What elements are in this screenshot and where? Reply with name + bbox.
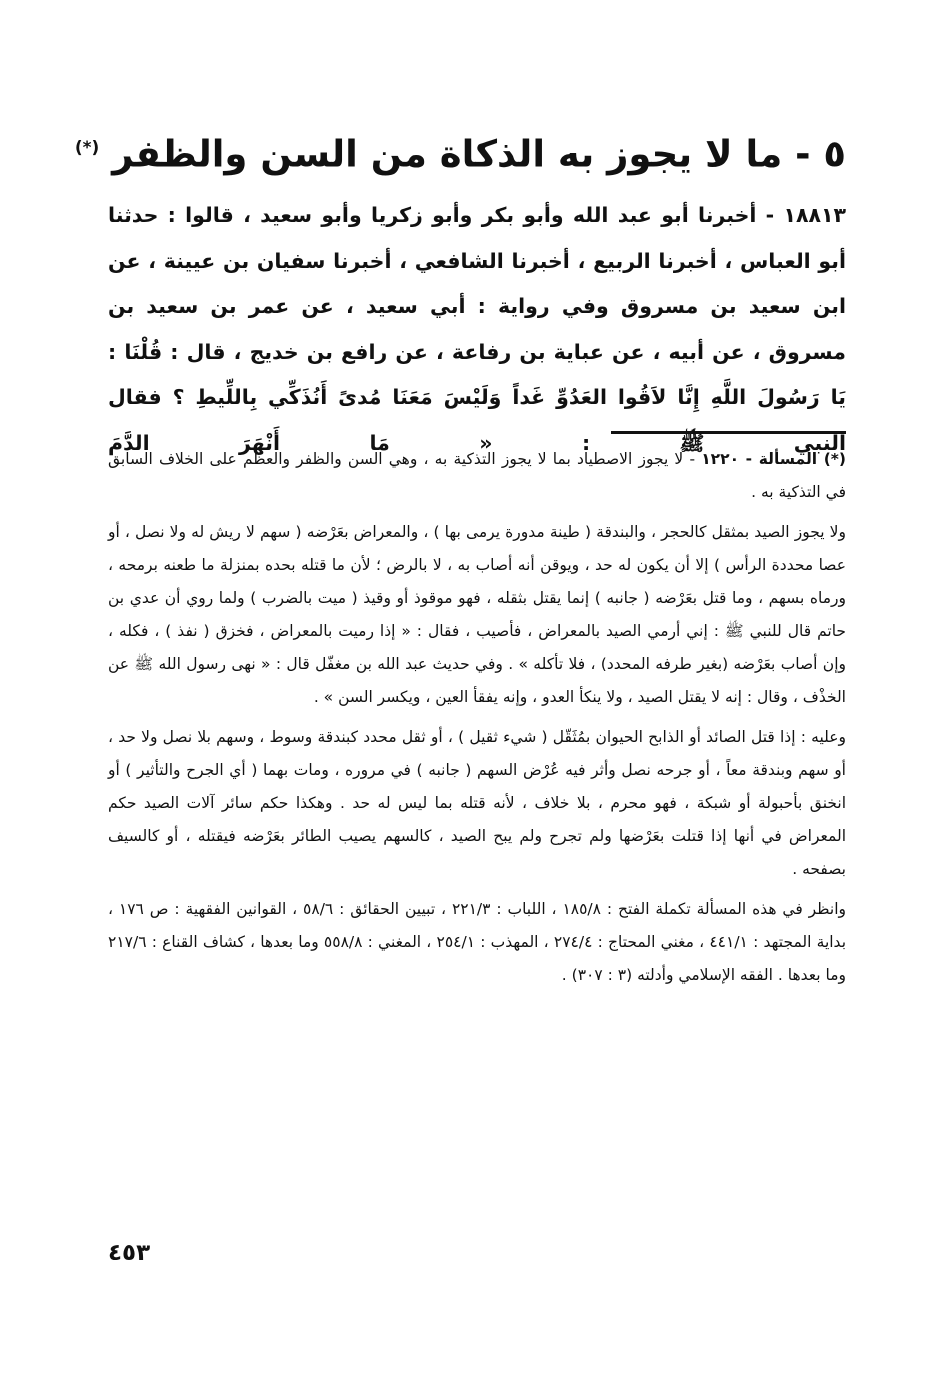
- footnote-references: وانظر في هذه المسألة تكملة الفتح : ١٨٥/٨ ، اللباب : ٢٢١/٣ ، تبيين الحقائق : ٥٨/٦ ، القوانين الفقهية : ص ١٧٦ ، بداية المجتهد : ٤٤١/١ ، مغني المحتاج : ٢٧٤/٤ ، المهذب : ٢٥٤/١ ، المغني : ٥٥٨/٨ وما بعدها ، كشاف القناع : ٢١٧/٦ وما بعدها . الفقه الإسلامي وأدلته (٣ : ٣٠٧) .: [108, 900, 847, 985]
- chapter-title: [74, 118, 846, 184]
- chapter-title-text: ٥ - ما لا يجوز به الذكاة من السن والظفر: [112, 132, 846, 176]
- footnote-intro: [108, 443, 846, 509]
- hadith-text: ١٨٨١٣ - أخبرنا أبو عبد الله وأبو بكر وأبو زكريا وأبو سعيد ، قالوا : حدثنا أبو العباس ، أخبرنا الربيع ، أخبرنا الشافعي ، أخبرنا سفيان بن عيينة ، عن ابن سعيد بن مسروق وفي رواية : أبي سعيد ، عن عمر بن سعيد بن مسروق ، عن أبيه ، عن عباية بن رفاعة ، عن رافع بن خديج ، قال : قُلْنَا : يَا رَسُولَ اللَّهِ إِنَّا لاَقُوا العَدُوِّ غَداً وَلَيْسَ مَعَنَا مُدىً أَنُذَكِّي بِاللِّيطِ ؟ فقال النبي ﷺ : « مَا أَنْهَرَ الدَّمَ: [108, 203, 846, 455]
- page-number: ٤٥٣: [108, 1240, 151, 1266]
- footnote-marker: (*): [74, 138, 100, 158]
- footnote-intro-text: - لا يجوز الاصطياد بما لا يجوز التذكية به ، وهي السن والظفر والعظم على الخلاف السابق في التذكية به .: [108, 450, 846, 502]
- footnote-paragraph: ولا يجوز الصيد بمثقل كالحجر ، والبندقة ( طينة مدورة يرمى بها ) ، والمعراض بعَرْضه ( سهم لا ريش له ولا نصل ، أو عصا محددة الرأس ) إلا أن يكون له حد ، ويوقن أنه أصاب به ، لا بالرض ؛ لأن ما قتله بحده بمنزلة ما طعنه برمحه ، ورماه بسهم ، وما قتل بعَرْضه ( جانبه ) إنما يقتل بثقله ، فهو موقوذ أو وقيذ ( ميت بالضرب ) ولما روي أن عدي بن حاتم قال للنبي ﷺ : إني أرمي الصيد بالمعراض ، فأصيب ، فقال : « إذا رميت بالمعراض ، فخزق ( نفذ ) ، فكله ، وإن أصاب بعَرْضه (بغير طرفه المحدد) ، فلا تأكله » . وفي حديث عبد الله بن مغفّل قال : « نهى رسول الله ﷺ عن الخذْف ، وقال : إنه لا يقتل الصيد ، ولا ينكأ العدو ، وإنه يفقأ العين ، ويكسر السن » .: [108, 523, 846, 707]
- footnote-label: (*) المسألة - ١٢٢٠: [701, 450, 846, 469]
- footnote-block: [108, 443, 846, 992]
- footnote-paragraph: وعليه : إذا قتل الصائد أو الذابح الحيوان بمُثَقّل ( شيء ثقيل ) ، أو ثقل محدد كبندقة وسوط ، وسهم بلا نصل ولا حد ، أو سهم وبندقة معاً ، أو جرحه نصل وأثر فيه عُرْض السهم ( جانبه ) في مروره ، ومات بهما ( أي الجرح والتأثير ) أو انخنق بأحبولة أو شبكة ، فهو محرم ، بلا خلاف ، لأنه قتله بما ليس له حد . وهكذا حكم سائر آلات الصيد حكم المعراض في أنها إذا قتلت بعَرْضها ولم تجرح ولم يبح الصيد ، كالسهم يصيب الطائر بعَرْضه فيقتله ، أو كالسيف بصفحه .: [108, 728, 846, 879]
- page-body: [74, 118, 847, 999]
